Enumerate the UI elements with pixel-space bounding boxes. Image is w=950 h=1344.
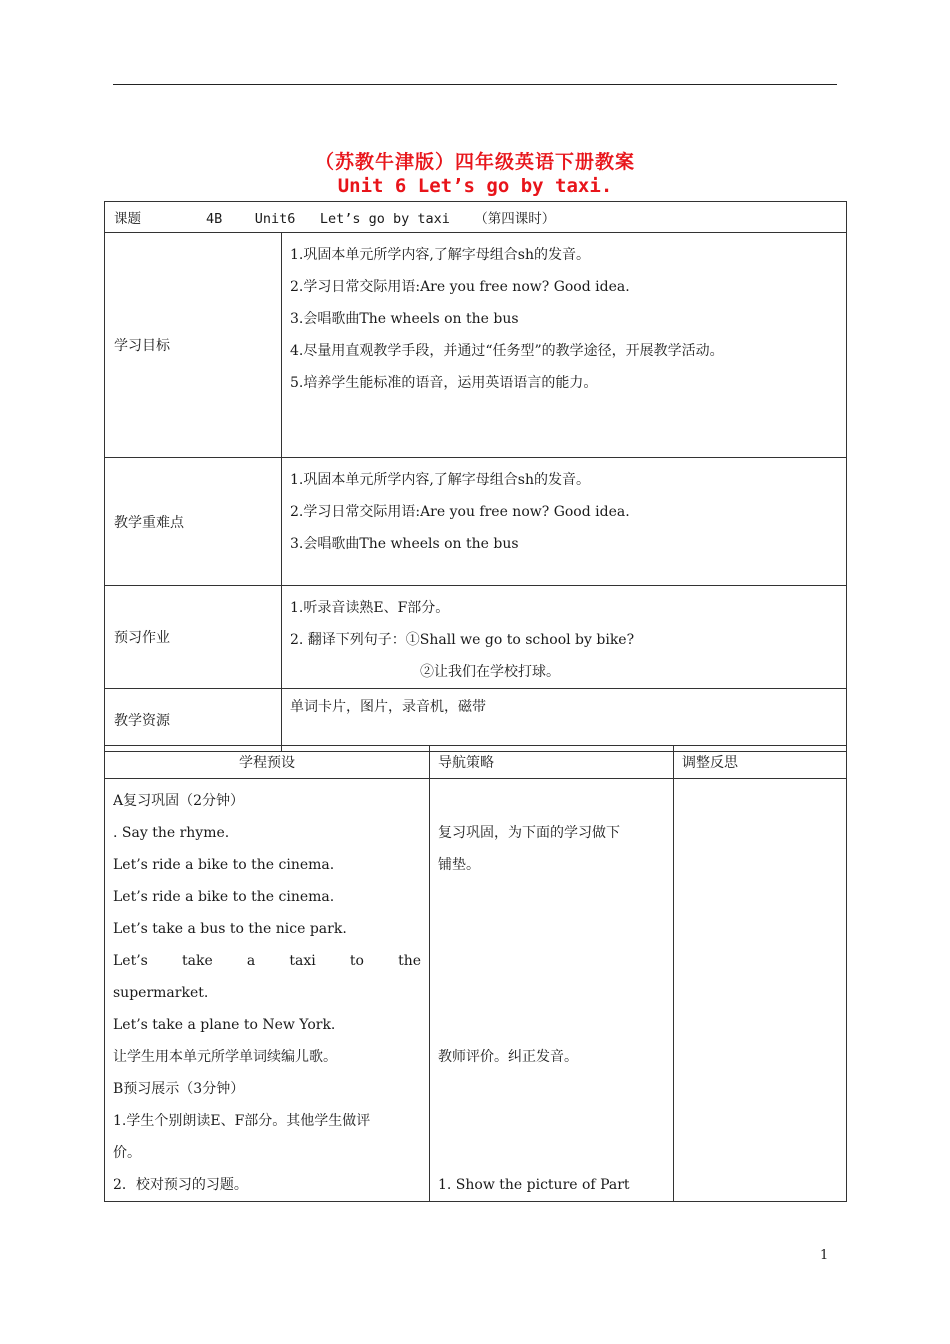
key-points-content	[282, 458, 847, 586]
strategy-line	[438, 785, 665, 817]
process-line: 1.学生个别朗读E、F部分。其他学生做评	[113, 1113, 371, 1129]
header-rule	[113, 84, 837, 85]
document-subtitle: Unit 6 Let’s go by taxi.	[337, 175, 613, 197]
strategy-line	[438, 945, 665, 977]
process-header-row	[105, 746, 847, 779]
strategy-line	[438, 1009, 665, 1041]
objectives-content	[282, 233, 847, 458]
process-body-row	[105, 779, 847, 1202]
strategy-line: 复习巩固，为下面的学习做下	[438, 825, 620, 841]
topic-value: 4B Unit6 Let’s go by taxi （第四课时）	[206, 211, 556, 227]
preview-label: 预习作业	[105, 586, 282, 689]
resources-content	[282, 689, 847, 752]
process-line: . Say the rhyme.	[113, 825, 230, 841]
process-line: Let’s take a bus to the nice park.	[113, 921, 347, 937]
strategy-line: 铺垫。	[438, 857, 480, 873]
preview-item: 2. 翻译下列句子：①Shall we go to school by bike?	[290, 632, 635, 648]
process-line: Let’s take a taxi to the	[113, 953, 421, 969]
header-reflection: 调整反思	[674, 746, 847, 779]
objective-item: 1.巩固本单元所学内容,了解字母组合sh的发音。	[290, 247, 591, 263]
strategy-cell	[430, 779, 674, 1202]
objectives-label: 学习目标	[105, 233, 282, 458]
key-point-item: 3.会唱歌曲The wheels on the bus	[290, 536, 519, 552]
strategy-line: 1. Show the picture of Part	[438, 1177, 630, 1193]
page-number: 1	[820, 1248, 829, 1263]
strategy-line: 教师评价。纠正发音。	[438, 1049, 578, 1065]
strategy-line	[438, 1073, 665, 1105]
process-table	[104, 745, 847, 1202]
process-line: B预习展示（3分钟）	[113, 1081, 245, 1097]
strategy-line	[438, 977, 665, 1009]
process-line: A复习巩固（2分钟）	[113, 793, 245, 809]
process-line: 让学生用本单元所学单词续编儿歌。	[113, 1049, 337, 1065]
key-points-label: 教学重难点	[105, 458, 282, 586]
preview-row	[105, 586, 847, 689]
topic-cell	[105, 202, 847, 233]
topic-label: 课题	[114, 211, 141, 227]
key-points-row	[105, 458, 847, 586]
strategy-line	[438, 1137, 665, 1169]
process-line: supermarket.	[113, 985, 209, 1001]
strategy-line	[438, 1105, 665, 1137]
topic-row	[105, 202, 847, 233]
process-steps-cell	[105, 779, 430, 1202]
objective-item: 5.培养学生能标准的语音，运用英语语言的能力。	[290, 375, 598, 391]
resources-value: 单词卡片，图片，录音机，磁带	[290, 699, 486, 715]
objective-item: 2.学习日常交际用语:Are you free now? Good idea.	[290, 279, 630, 295]
objective-item: 4.尽量用直观教学手段，并通过“任务型”的教学途径，开展教学活动。	[290, 343, 724, 359]
resources-label: 教学资源	[105, 689, 282, 752]
strategy-line	[438, 913, 665, 945]
preview-content	[282, 586, 847, 689]
process-line: 价。	[113, 1145, 141, 1161]
process-line: 2．校对预习的习题。	[113, 1177, 248, 1193]
header-strategy: 导航策略	[430, 746, 674, 779]
reflection-cell	[674, 779, 847, 1202]
preview-item: 1.听录音读熟E、F部分。	[290, 600, 450, 616]
preview-item: ②让我们在学校打球。	[420, 664, 560, 680]
lesson-info-table	[104, 201, 847, 752]
key-point-item: 2.学习日常交际用语:Are you free now? Good idea.	[290, 504, 630, 520]
strategy-line	[438, 881, 665, 913]
key-point-item: 1.巩固本单元所学内容,了解字母组合sh的发音。	[290, 472, 591, 488]
document-title: （苏教牛津版）四年级英语下册教案	[314, 151, 635, 173]
process-line: Let’s ride a bike to the cinema.	[113, 889, 335, 905]
objectives-row	[105, 233, 847, 458]
objective-item: 3.会唱歌曲The wheels on the bus	[290, 311, 519, 327]
process-line: Let’s ride a bike to the cinema.	[113, 857, 335, 873]
header-process: 学程预设	[105, 746, 430, 779]
process-line: Let’s take a plane to New York.	[113, 1017, 336, 1033]
resources-row	[105, 689, 847, 752]
